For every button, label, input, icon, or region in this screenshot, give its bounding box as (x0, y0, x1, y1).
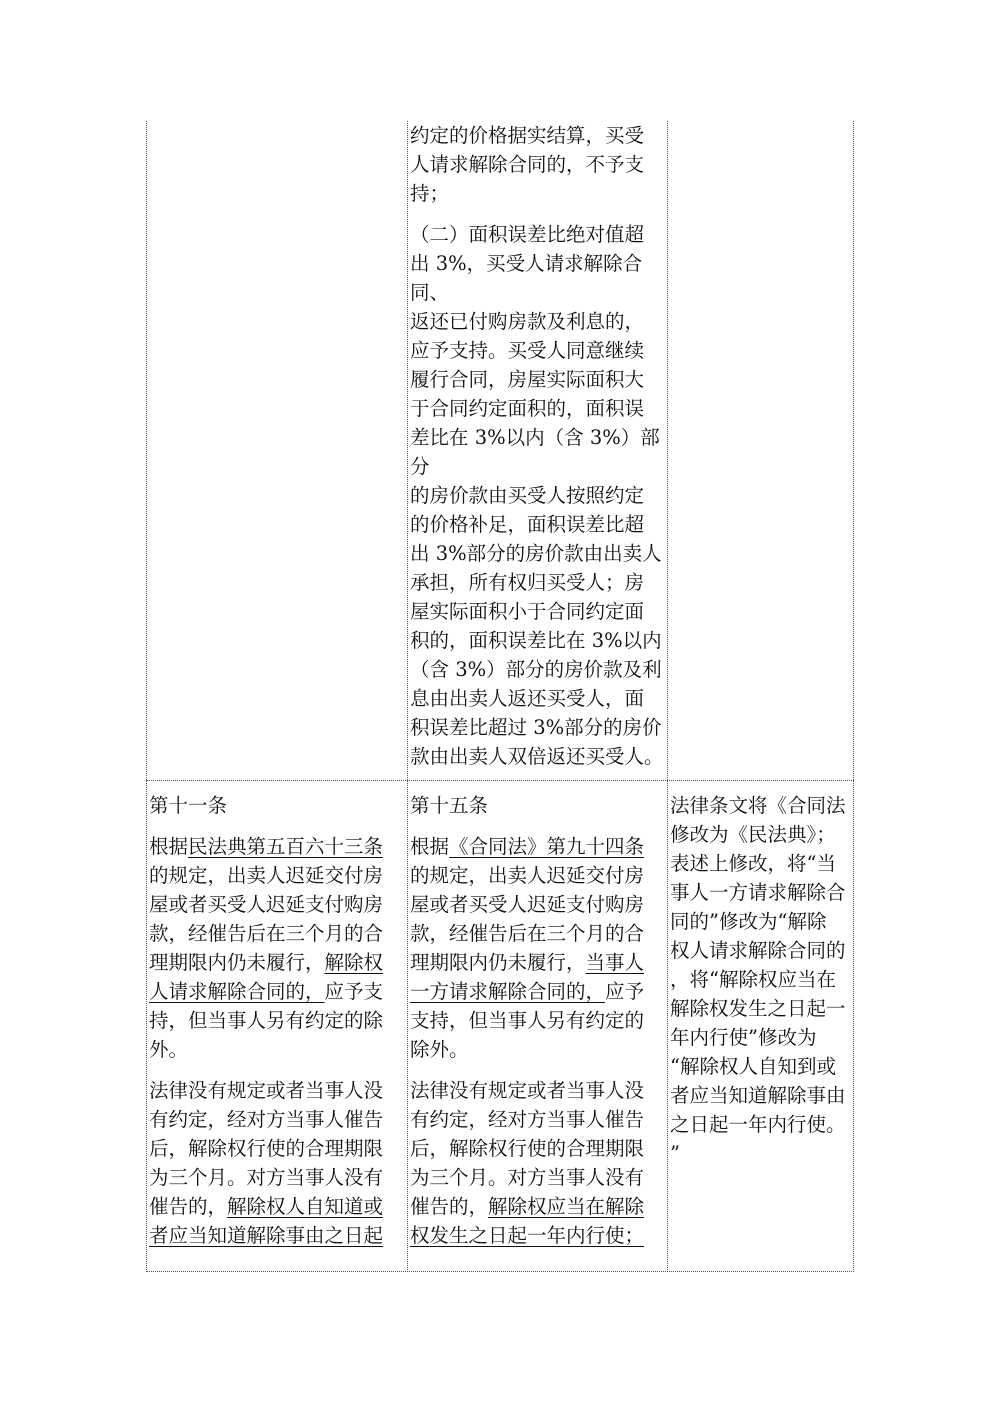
middle-paragraph-1 (410, 832, 666, 1064)
top-middle-cell (410, 121, 666, 771)
underlined-text: 《合同法》第九十四条 (449, 835, 645, 858)
text-line (149, 1076, 406, 1105)
table-border-right (853, 121, 854, 1272)
text-line: 屋实际面积小于合同约定面 (410, 600, 645, 623)
text-line (149, 1163, 406, 1192)
text-segment: 法律没有规定或者当事人没 (149, 1079, 384, 1102)
text-segment: 后，解除权行使的合理期限 (410, 1137, 645, 1160)
text-segment: 有约定，经对方当事人催告 (410, 1108, 645, 1131)
text-line: 积的，面积误差比在 3%以内 (410, 629, 662, 652)
underlined-text: 权发生之日起一年内行使； (410, 1224, 645, 1247)
row-divider (146, 780, 854, 781)
text-line: 解除权发生之日起一 (670, 997, 846, 1020)
text-segment: 款，经催告后在三个月的合 (410, 922, 645, 945)
text-line: 者应当知道解除事由 (670, 1084, 846, 1107)
underlined-text: 当事人 (585, 951, 645, 974)
text-line: （含 3%）部分的房价款及利 (410, 658, 662, 681)
text-line (410, 861, 666, 890)
text-line: 持； (410, 182, 450, 205)
text-line (149, 948, 406, 977)
article-heading-11: 第十一条 (149, 794, 228, 817)
text-line: ，将“解除权应当在 (670, 968, 836, 991)
underlined-text: 人请求解除合同的， (149, 980, 325, 1003)
text-line: 人请求解除合同的，不予支 (410, 153, 645, 176)
text-line (149, 1006, 406, 1035)
text-segment: 催告的， (410, 1195, 489, 1218)
left-paragraph-2 (149, 1076, 406, 1250)
text-segment: 法律没有规定或者当事人没 (410, 1079, 645, 1102)
text-line (410, 1006, 666, 1035)
bottom-left-cell (149, 791, 406, 1250)
text-line: 款由出卖人双倍返还买受人。 (410, 745, 664, 768)
text-line: 修改为《民法典》； (670, 823, 836, 846)
text-line (410, 1035, 666, 1064)
text-line: 于合同约定面积的，面积误 (410, 397, 645, 420)
text-line: 的房价款由买受人按照约定 (410, 484, 645, 507)
text-line (410, 890, 666, 919)
top-middle-paragraph-1 (410, 121, 666, 208)
text-line (410, 977, 666, 1006)
table-divider-2 (667, 121, 668, 1272)
text-line (410, 1134, 666, 1163)
text-line (149, 1134, 406, 1163)
text-line (149, 919, 406, 948)
article-heading-15: 第十五条 (410, 794, 489, 817)
text-line (149, 1105, 406, 1134)
text-segment: 应予支 (324, 980, 384, 1003)
text-line (149, 977, 406, 1006)
text-segment: 屋或者买受人迟延支付购房 (149, 893, 384, 916)
text-line: 法律条文将《合同法 (670, 794, 846, 817)
text-line: 履行合同，房屋实际面积大 (410, 368, 645, 391)
underlined-text: 者应当知道解除事由之日起 (149, 1224, 384, 1247)
text-line: 应予支持。买受人同意继续 (410, 339, 645, 362)
text-line (149, 832, 406, 861)
text-line: 息由出卖人返还买受人，面 (410, 687, 645, 710)
text-line (149, 1192, 406, 1221)
text-line: 年内行使”修改为 (670, 1026, 817, 1049)
text-line: 承担，所有权归买受人；房 (410, 571, 645, 594)
text-segment: 款，经催告后在三个月的合 (149, 922, 384, 945)
text-segment: 支持，但当事人另有约定的 (410, 1009, 645, 1032)
text-line: 出 3%部分的房价款由出卖人 (410, 542, 662, 565)
text-line: 同的”修改为“解除 (670, 910, 827, 933)
text-line: 出 3%，买受人请求解除合同、 (410, 252, 643, 304)
text-line (410, 919, 666, 948)
text-segment: 理期限内仍未履行， (149, 951, 325, 974)
text-line (149, 1035, 406, 1064)
text-line: 的价格补足，面积误差比超 (410, 513, 645, 536)
middle-paragraph-2 (410, 1076, 666, 1250)
text-line: 事人一方请求解除合 (670, 881, 846, 904)
underlined-text: 解除权 (324, 951, 384, 974)
bottom-middle-cell (410, 791, 666, 1250)
revision-note (670, 791, 853, 1168)
text-line: 返还已付购房款及利息的， (410, 310, 645, 333)
text-segment: 催告的， (149, 1195, 228, 1218)
bottom-right-cell (670, 791, 853, 1168)
text-line (410, 948, 666, 977)
text-line: 差比在 3%以内（含 3%）部分 (410, 426, 660, 478)
text-segment: 除外。 (410, 1038, 469, 1061)
text-line (410, 1163, 666, 1192)
text-segment: 为三个月。对方当事人没有 (410, 1166, 645, 1189)
text-segment: 屋或者买受人迟延支付购房 (410, 893, 645, 916)
text-line (149, 890, 406, 919)
text-segment: 根据 (410, 835, 450, 858)
text-segment: 外。 (149, 1038, 189, 1061)
text-line (149, 861, 406, 890)
text-segment: 持，但当事人另有约定的除 (149, 1009, 384, 1032)
left-paragraph-1 (149, 832, 406, 1064)
text-line (410, 1105, 666, 1134)
table-divider-1 (407, 121, 408, 1272)
text-segment: 后，解除权行使的合理期限 (149, 1137, 384, 1160)
table-border-bottom (146, 1271, 854, 1272)
text-line (410, 832, 666, 861)
text-segment: 为三个月。对方当事人没有 (149, 1166, 384, 1189)
table-border-left (146, 121, 147, 1272)
text-line (410, 1076, 666, 1105)
text-line (410, 1192, 666, 1221)
text-line: 约定的价格据实结算，买受 (410, 124, 645, 147)
underlined-text: 解除权人自知道或 (227, 1195, 384, 1218)
text-line: ” (670, 1142, 680, 1165)
text-line: 积误差比超过 3%部分的房价 (410, 716, 662, 739)
text-segment: 有约定，经对方当事人催告 (149, 1108, 384, 1131)
text-line: （二）面积误差比绝对值超 (410, 223, 645, 246)
text-segment: 的规定，出卖人迟延交付房 (149, 864, 384, 887)
text-segment: 根据 (149, 835, 189, 858)
underlined-text: 解除权应当在解除 (488, 1195, 645, 1218)
text-line: 权人请求解除合同的 (670, 939, 846, 962)
text-segment: 理期限内仍未履行， (410, 951, 586, 974)
text-line (149, 1221, 406, 1250)
underlined-text: 一方请求解除合同的， (410, 980, 606, 1003)
underlined-text: 民法典第五百六十三条 (188, 835, 384, 858)
text-line: 之日起一年内行使。 (670, 1113, 846, 1136)
text-segment: 的规定，出卖人迟延交付房 (410, 864, 645, 887)
text-segment: 应予 (605, 980, 645, 1003)
text-line: “解除权人自知到或 (670, 1055, 836, 1078)
top-middle-paragraph-2 (410, 220, 666, 771)
text-line: 表述上修改，将“当 (670, 852, 836, 875)
text-line (410, 1221, 666, 1250)
